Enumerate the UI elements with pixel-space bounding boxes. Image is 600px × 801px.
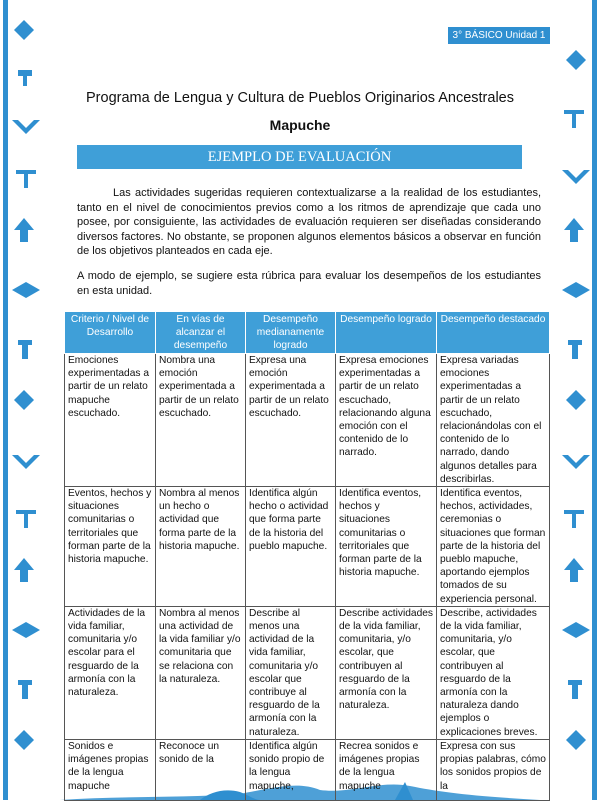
rubric-intro-paragraph: A modo de ejemplo, se sugiere esta rúbrica para evaluar los desempeños de los estudiantes en esta unidad. (77, 270, 541, 297)
table-cell: Describe al menos una actividad de la vida familiar, comunitaria y/o escolar que contribuye al resguardo de la armonía con la naturaleza. (246, 606, 336, 739)
table-cell: Nombra una emoción experimentada a partir de un relato escuchado. (156, 354, 246, 487)
intro-paragraph: Las actividades sugeridas requieren contextualizarse a la realidad de los estudiantes, tanto en el nivel de conocimientos previos como a los ritmos de aprendizaje que cada uno posee, por consiguiente, las actividades de evaluación requieren ser diseñadas considerando diversos factores. No obstante, se proponen algunos elementos básicos a observar en función de los objetivos planteados en cada eje. (77, 187, 541, 258)
grade-unit-badge: 3° BÁSICO Unidad 1 (448, 27, 550, 44)
table-cell: Reconoce un sonido de la (156, 739, 246, 800)
table-cell: Describe, actividades de la vida familiar, comunitaria, y/o escolar, que contribuyen al resguardo de la armonía con la naturaleza dando ejemplos o explicaciones breves. (437, 606, 550, 739)
header-criterion: Criterio / Nivel de Desarrollo (65, 312, 156, 354)
table-row (65, 487, 550, 607)
table-cell: Expresa emociones experimentadas a partir de un relato escuchado, relacionando alguna emoción con el contenido de lo narrado. (336, 354, 437, 487)
table-cell: Recrea sonidos e imágenes propias de la lengua mapuche (336, 739, 437, 800)
table-cell: Nombra al menos un hecho o actividad que forma parte de la historia mapuche. (156, 487, 246, 607)
table-cell: Eventos, hechos y situaciones comunitarias o territoriales que forman parte de la historia mapuche. (65, 487, 156, 607)
table-cell: Identifica algún hecho o actividad que forma parte de la historia del pueblo mapuche. (246, 487, 336, 607)
table-cell: Emociones experimentadas a partir de un relato mapuche escuchado. (65, 354, 156, 487)
table-cell: Actividades de la vida familiar, comunitaria y/o escolar para el resguardo de la armonía con la naturaleza. (65, 606, 156, 739)
evaluation-rubric-table (64, 311, 550, 801)
table-cell: Identifica eventos, hechos y situaciones comunitarias o territoriales que forman parte de la historia mapuche. (336, 487, 437, 607)
header-level-3: Desempeño logrado (336, 312, 437, 354)
table-row (65, 354, 550, 487)
table-row (65, 739, 550, 800)
program-title: Programa de Lengua y Cultura de Pueblos Originarios Ancestrales (86, 90, 514, 106)
rubric-header-row (65, 312, 550, 354)
table-row (65, 606, 550, 739)
table-cell: Expresa una emoción experimentada a partir de un relato escuchado. (246, 354, 336, 487)
section-header: EJEMPLO DE EVALUACIÓN (77, 145, 522, 169)
table-cell: Identifica algún sonido propio de la lengua mapuche, (246, 739, 336, 800)
table-cell: Describe actividades de la vida familiar, comunitaria, y/o escolar, que contribuyen al resguardo de la armonía con la naturaleza. (336, 606, 437, 739)
table-cell: Expresa variadas emociones experimentadas a partir de un relato escuchado, relacionándolas con el contenido de lo narrado, dando algunos detalles para describirlas. (437, 354, 550, 487)
table-cell: Sonidos e imágenes propias de la lengua mapuche (65, 739, 156, 800)
language-title: Mapuche (269, 117, 331, 133)
table-cell: Identifica eventos, hechos, actividades, ceremonias o situaciones que forman parte de la historia del pueblo mapuche, aportando ejemplos tomados de su experiencia personal. (437, 487, 550, 607)
header-level-1: En vías de alcanzar el desempeño (156, 312, 246, 354)
table-cell: Expresa con sus propias palabras, cómo los sonidos propios de la (437, 739, 550, 800)
table-cell: Nombra al menos una actividad de la vida familiar y/o comunitaria que se relaciona con la naturaleza. (156, 606, 246, 739)
header-level-4: Desempeño destacado (437, 312, 550, 354)
header-level-2: Desempeño medianamente logrado (246, 312, 336, 354)
